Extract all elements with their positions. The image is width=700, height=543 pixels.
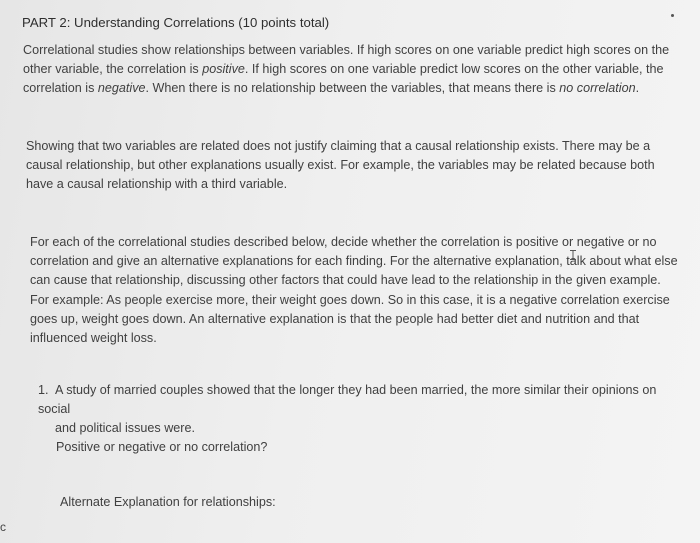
p1-term-negative: negative [97,81,146,96]
alternate-explanation-prompt: Alternate Explanation for relationships: [60,495,276,509]
p1-text-1: Correlational studies show relationships between variables. If high scores on one variable predict high scores on the other variable, the correlation is [23,43,670,77]
paragraph-correlation-definition [23,41,673,99]
question-1-line-1: A study of married couples showed that the longer they had been married, the more similar their opinions on social [38,383,657,417]
p1-text-2: . If high scores on one variable predict low scores on the other variable, the correlation is [23,62,664,96]
question-1-line-2: and political issues were. [55,421,196,436]
p1-term-no-correlation: no correlation [559,81,636,96]
text-cursor-icon [569,250,577,260]
paragraph-instructions: For each of the correlational studies described below, decide whether the correlation is positive or negative or no correlation and give an alternative explanations for each finding. For the alternative explanation, talk about what else can cause that relationship, discussing other factors that could have lead to the relationship in the given example. For example: As people exercise more, their weight goes down. So in this case, it is a negative correlation exercise goes up, weight goes down. An alternative explanation is that the people had better diet and nutrition and that influenced weight loss. [30,235,678,346]
paragraph-causation: Showing that two variables are related does not justify claiming that a causal relationship exists. There may be a causal relationship, but other explanations usually exist. For example, the variables may be related because both have a causal relationship with a third variable. [26,139,655,192]
edge-character: c [0,520,6,534]
p1-text-3: . When there is no relationship between the variables, that means there is [145,81,560,96]
p1-term-positive: positive [202,62,245,77]
question-1 [38,381,688,439]
section-heading: PART 2: Understanding Correlations (10 points total) [22,15,330,30]
p1-text-4: . [635,81,640,96]
corner-dot [671,14,674,17]
correlation-prompt: Positive or negative or no correlation? [56,440,268,454]
question-number: 1. [38,383,49,397]
